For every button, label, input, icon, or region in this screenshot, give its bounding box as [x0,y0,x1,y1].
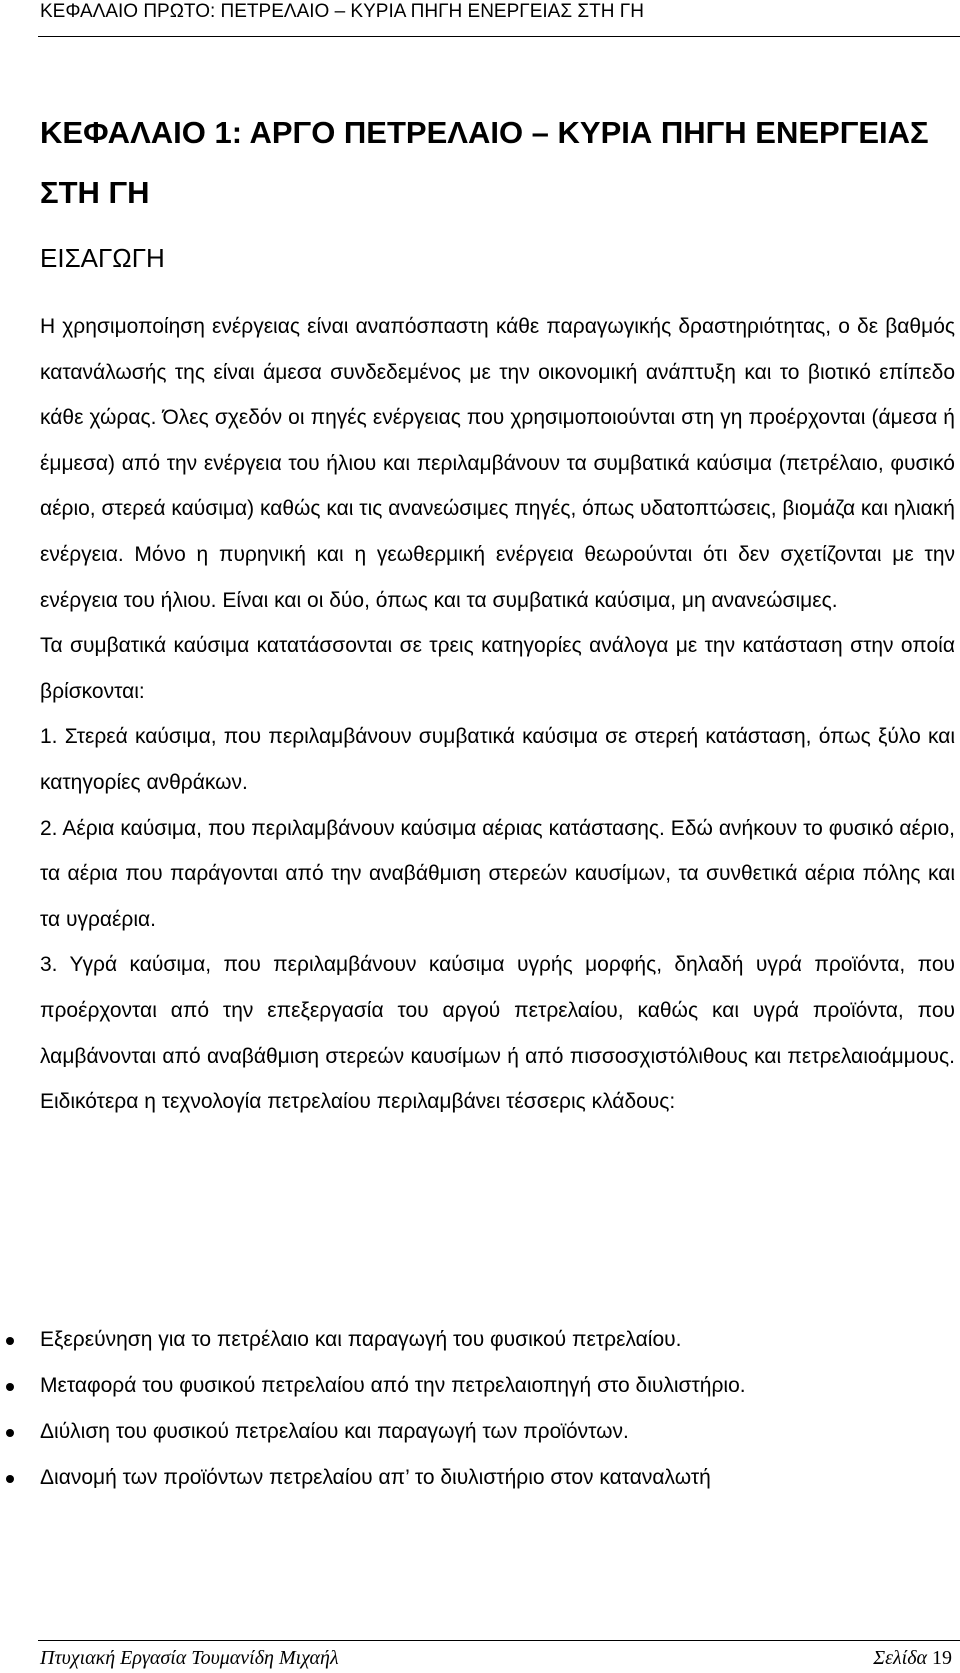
footer-page [873,1646,952,1670]
footer-divider [38,1640,960,1641]
paragraph-gas-fuels: 2. Αέρια καύσιμα, που περιλαμβάνουν καύσιμα αέριας κατάστασης. Εδώ ανήκουν το φυσικό αέριο, τα αέρια που παράγονται από την αναβάθμιση στερεών καυσίμων, τα συνθετικά αέρια πόλης και τα υγραέρια. [40,816,955,931]
list-item: Διύλιση του φυσικού πετρελαίου και παραγωγή των προϊόντων. [40,1409,955,1455]
paragraph-liquid-fuels: 3. Υγρά καύσιμα, που περιλαμβάνουν καύσιμα υγρής μορφής, δηλαδή υγρά προϊόντα, που προέρχονται από την επεξεργασία του αργού πετρελαίου, καθώς και υγρά προϊόντα, που λαμβάνονται από αναβάθμιση στερεών καυσίμων ή από πισσοσχιστόλιθους και πετρελαιοάμμους. Ειδικότερα η τεχνολογία πετρελαίου περιλαμβάνει τέσσερις κλάδους: [40,953,955,1114]
paragraph-categories: Τα συμβατικά καύσιμα κατατάσσονται σε τρεις κατηγορίες ανάλογα με την κατάσταση στην οποία βρίσκονται: [40,634,955,703]
body-text [40,304,955,1125]
footer-author: Πτυχιακή Εργασία Τουμανίδη Μιχαήλ [40,1647,339,1669]
list-item: Μεταφορά του φυσικού πετρελαίου από την πετρελαιοπηγή στο διυλιστήριο. [40,1363,955,1409]
page-number: 19 [932,1647,952,1669]
chapter-title: ΚΕΦΑΛΑΙΟ 1: ΑΡΓΟ ΠΕΤΡΕΛΑΙΟ – ΚΥΡΙΑ ΠΗΓΗ ΕΝΕΡΓΕΙΑΣ ΣΤΗ ΓΗ [40,115,929,210]
list-item: Εξερεύνηση για το πετρέλαιο και παραγωγή του φυσικού πετρελαίου. [40,1317,955,1363]
running-header: ΚΕΦΑΛΑΙΟ ΠΡΩΤΟ: ΠΕΤΡΕΛΑΙΟ – ΚΥΡΙΑ ΠΗΓΗ ΕΝΕΡΓΕΙΑΣ ΣΤΗ ΓΗ [40,1,644,22]
section-title: ΕΙΣΑΓΩΓΗ [40,243,165,273]
list-item: Διανομή των προϊόντων πετρελαίου απ’ το διυλιστήριο στον καταναλωτή [40,1455,955,1501]
paragraph-solid-fuels: 1. Στερεά καύσιμα, που περιλαμβάνουν συμβατικά καύσιμα σε στερεή κατάσταση, όπως ξύλο και κατηγορίες ανθράκων. [40,725,955,794]
paragraph-intro: Η χρησιμοποίηση ενέργειας είναι αναπόσπαστη κάθε παραγωγικής δραστηριότητας, ο δε βαθμός κατανάλωσής της είναι άμεσα συνδεδεμένος με την οικονομική ανάπτυξη και το βιοτικό επίπεδο κάθε χώρας. Όλες σχεδόν οι πηγές ενέργειας που χρησιμοποιούνται στη γη προέρχονται (άμεσα ή έμμεσα) από την ενέργεια του ήλιου και περιλαμβάνουν τα συμβατικά καύσιμα (πετρέλαιο, φυσικό αέριο, στερεά καύσιμα) καθώς και τις ανανεώσιμες πηγές, όπως υδατοπτώσεις, βιομάζα και ηλιακή ενέργεια. Μόνο η πυρηνική και η γεωθερμική ενέργεια θεωρούνται ότι δεν σχετίζονται με την ενέργεια του ήλιου. Είναι και οι δύο, όπως και τα συμβατικά καύσιμα, μη ανανεώσιμες. [40,315,955,612]
header-divider [38,36,960,37]
page-label: Σελίδα [873,1647,927,1669]
bullet-list [40,1317,955,1501]
